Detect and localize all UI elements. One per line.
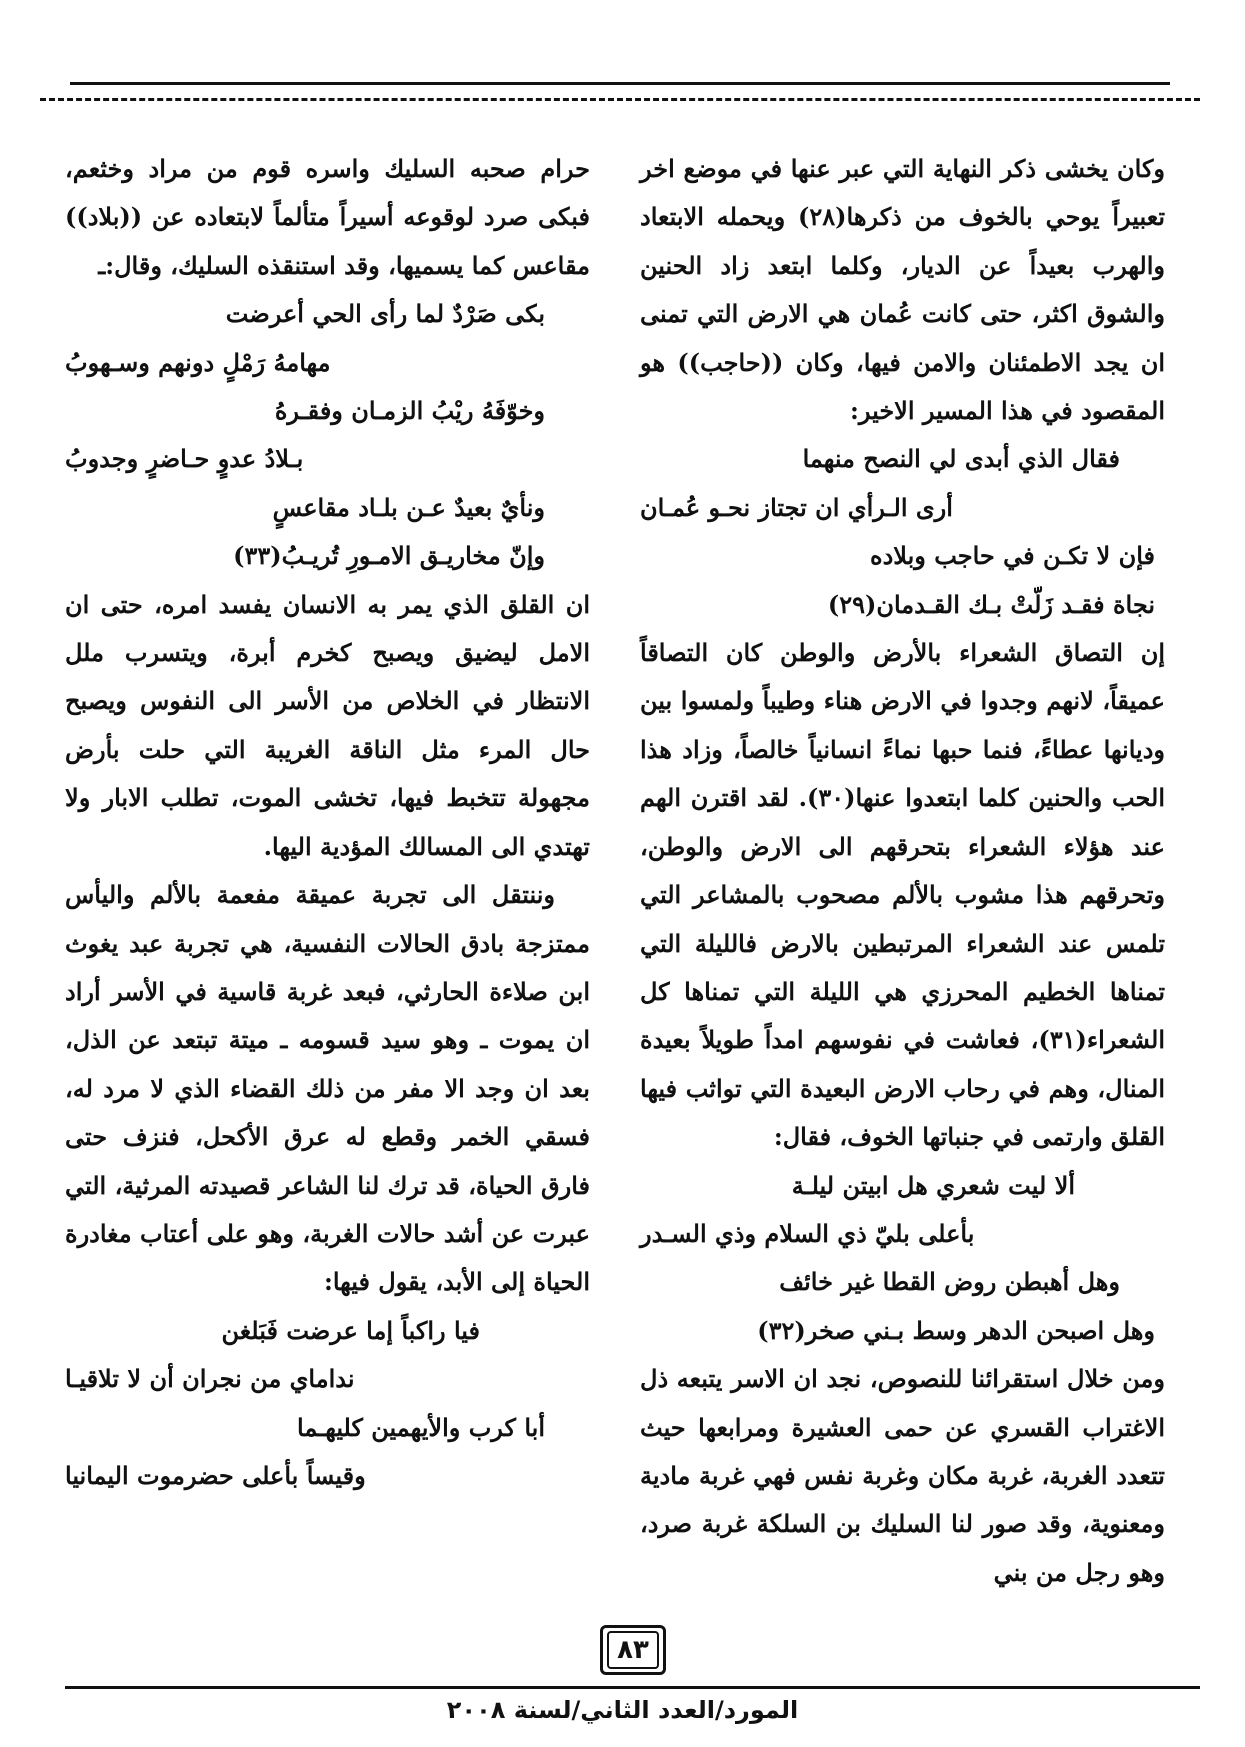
top-rule bbox=[70, 82, 1170, 85]
verse-line: أبا كرب والأيهمين كليهـما bbox=[297, 1412, 545, 1442]
verse-line: وقيساً بأعلى حضرموت اليمانيا bbox=[65, 1460, 366, 1490]
left-text-column bbox=[65, 145, 590, 1500]
verse-line: نجاة فقـد زَلّتْ بـك القـدمان(٢٩) bbox=[827, 589, 1155, 619]
verse-line: بأعلى بليّ ذي السلام وذي السـدر bbox=[640, 1218, 975, 1248]
verse-line: أرى الـرأي ان تجتاز نحـو عُمـان bbox=[640, 492, 953, 522]
verse-line: فيا راكباً إما عرضت فَبَلغن bbox=[221, 1315, 480, 1345]
right-text-column bbox=[640, 145, 1165, 1597]
paragraph: ان القلق الذي يمر به الانسان يفسد امره، حتى ان الامل ليضيق ويصبح كخرم أبرة، ويتسرب ملل الانتظار في الخلاص من الأسر الى النفوس ويصبح حال المرء مثل الناقة الغريبة التي حلت بأرض مجهولة تتخبط فيها، تخشى الموت، تطلب الابار ولا تهتدي الى المسالك المؤدية اليها. bbox=[65, 589, 590, 861]
paragraph: وكان يخشى ذكر النهاية التي عبر عنها في موضع اخر تعبيراً يوحي بالخوف من ذكرها(٢٨) ويحمله الابتعاد والهرب بعيداً عن الديار، وكلما ابتعد زاد الحنين والشوق اكثر، حتى كانت عُمان هي الارض التي تمنى ان يجد الاطمئنان والامن فيها، وكان ((حاجب)) هو المقصود في هذا المسير الاخير: bbox=[640, 154, 1166, 426]
top-dashed-rule bbox=[40, 98, 1200, 101]
paragraph: ومن خلال استقرائنا للنصوص، نجد ان الاسر يتبعه ذل الاغتراب القسري عن حمى العشيرة ومرابعها حيث تتعدد الغربة، غربة مكان وغربة نفس فهي غربة مادية ومعنوية، وقد صور لنا السليك بن السلكة غربة صرد، وهو رجل من بني bbox=[640, 1364, 1165, 1587]
journal-footer: المورد/العدد الثاني/لسنة ٢٠٠٨ bbox=[446, 1696, 799, 1724]
verse-line: بـلادُ عدوٍ حـاضرٍ وجدوبُ bbox=[65, 444, 304, 474]
paragraph: حرام صحبه السليك واسره قوم من مراد وخثعم، فبكى صرد لوقوعه أسيراً متألماً لابتعاده عن ((بلاد)) مقاعس كما يسميها، وقد استنقذه السليك، وقال:ـ bbox=[65, 154, 590, 280]
verse-line: وهل اصبحن الدهر وسط بـني صخر(٣٢) bbox=[757, 1315, 1155, 1345]
verse-line: وإنّ مخاريـق الامـورِ تُريـبُ(٣٣) bbox=[233, 541, 545, 571]
verse-line: ونأيٌ بعيدٌ عـن بلـاد مقاعسٍ bbox=[272, 492, 545, 522]
bottom-rule bbox=[65, 1686, 1200, 1689]
page-number-frame bbox=[600, 1625, 666, 1675]
verse-line: وخوّفَهُ ريْبُ الزمـان وفقـرهُ bbox=[274, 396, 545, 426]
verse-line: ألا ليت شعري هل ابيتن ليلـة bbox=[791, 1170, 1075, 1200]
verse-line: وهل أهبطن روض القطا غير خائف bbox=[779, 1267, 1120, 1297]
paragraph: إن التصاق الشعراء بالأرض والوطن كان التصاقاً عميقاً، لانهم وجدوا في الارض هناء وطيباً ولمسوا بين وديانها عطاءً، فنما حبها نماءً انسانياً خالصاً، وزاد هذا الحب والحنين كلما ابتعدوا عنها(٣٠). لقد اقترن الهم عند هؤلاء الشعراء بتحرقهم الى الارض والوطن، وتحرقهم هذا مشوب بالألم مصحوب بالمشاعر التي تلمس عند الشعراء المرتبطين بالارض فالليلة التي تمناها الخطيم المحرزي هي الليلة التي تمناها كل الشعراء(٣١)، فعاشت في نفوسهم امداً طويلاً بعيدة المنال، وهم في رحاب الارض البعيدة التي تواثب فيها القلق وارتمى في جنباتها الخوف، فقال: bbox=[640, 638, 1166, 1152]
paragraph: وننتقل الى تجربة عميقة مفعمة بالألم واليأس ممتزجة بادق الحالات النفسية، هي تجربة عبد يغوث ابن صلاءة الحارثي، فبعد غربة قاسية في الأسر أراد ان يموت ـ وهو سيد قسومه ـ ميتة تبتعد عن الذل، بعد ان وجد الا مفر من ذلك القضاء الذي لا مرد له، فسقي الخمر وقطع له عرق الأكحل، فنزف حتى فارق الحياة، قد ترك لنا الشاعر قصيدته المرثية، التي عبرت عن أشد حالات الغربة، وهو على أعتاب مغادرة الحياة إلى الأبد، يقول فيها: bbox=[65, 880, 591, 1297]
verse-line: فإن لا تكـن في حاجب وبلاده bbox=[870, 541, 1155, 571]
verse-line: بكى صَرْدٌ لما رأى الحي أعرضت bbox=[225, 299, 545, 329]
page-number: ٨٣ bbox=[607, 1631, 659, 1669]
verse-line: فقال الذي أبدى لي النصح منهما bbox=[802, 444, 1120, 474]
verse-line: مهامهُ رَمْلٍ دونهم وسـهوبُ bbox=[65, 347, 331, 377]
verse-line: نداماي من نجران أن لا تلاقيـا bbox=[65, 1364, 355, 1394]
